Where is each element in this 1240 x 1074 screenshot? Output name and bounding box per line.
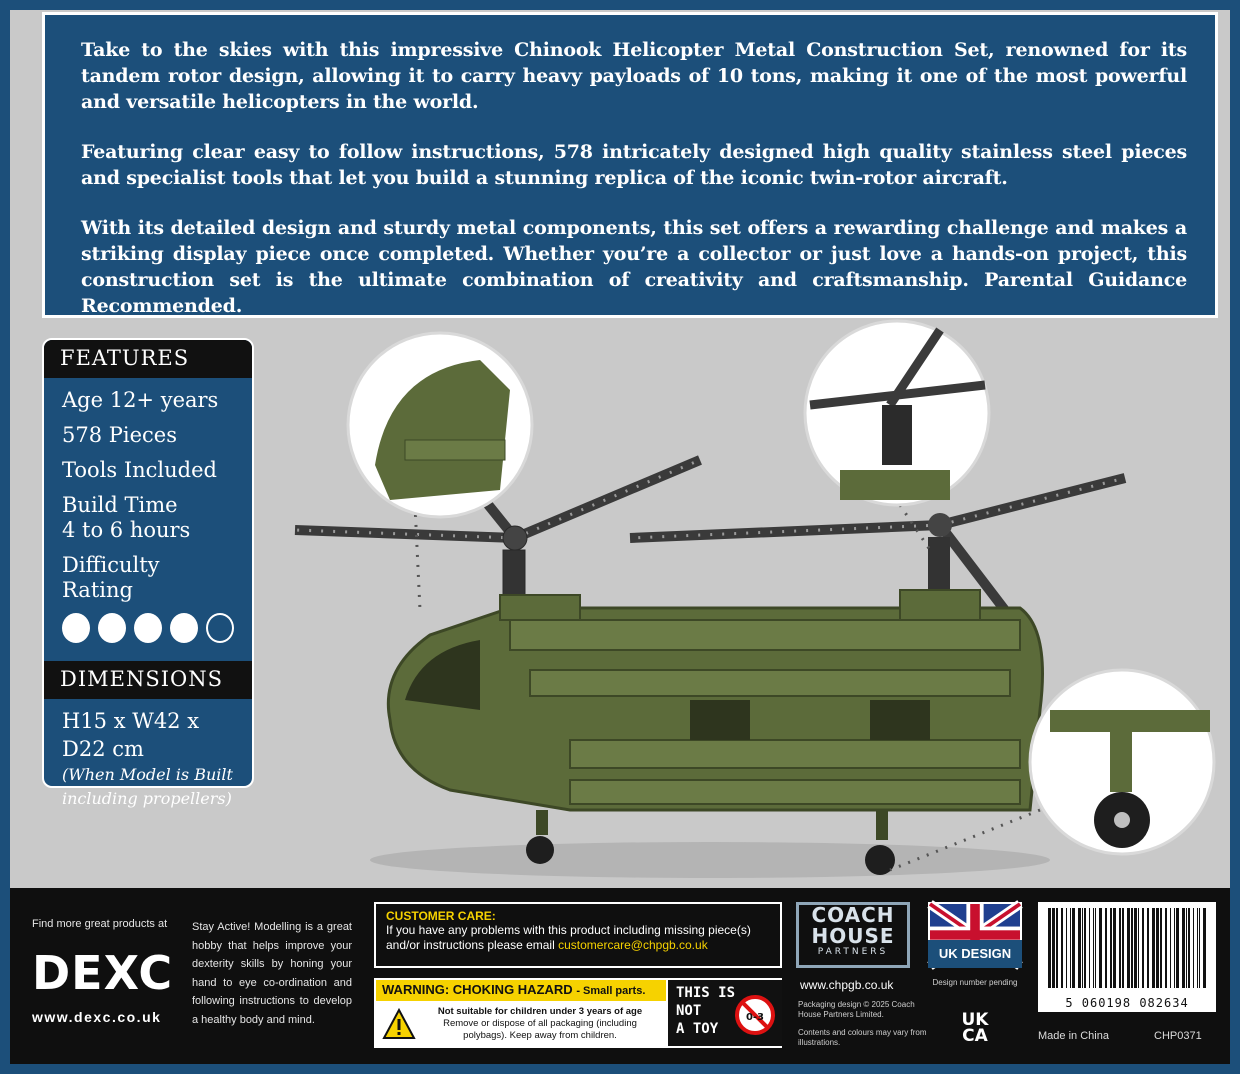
barcode-bar — [1119, 908, 1121, 988]
barcode-bar — [1089, 908, 1090, 988]
barcode-bar — [1072, 908, 1075, 988]
choking-warning — [374, 978, 782, 1048]
ukca-mark — [956, 1012, 994, 1044]
barcode-bar — [1084, 908, 1086, 988]
barcode-bar — [1078, 908, 1081, 988]
dimensions-title: DIMENSIONS — [44, 661, 252, 699]
barcode-bar — [1048, 908, 1051, 988]
customer-care-box — [374, 902, 782, 968]
barcode-bar — [1170, 908, 1171, 988]
warning-label: WARNING: — [382, 982, 450, 997]
barcode-bar — [1093, 908, 1094, 988]
barcode-bar — [1134, 908, 1137, 988]
warning-triangle-icon — [382, 1008, 416, 1040]
made-in: Made in China — [1038, 1030, 1109, 1042]
barcode-bar — [1082, 908, 1083, 988]
difficulty-dot — [98, 613, 126, 643]
product-code: CHP0371 — [1154, 1030, 1202, 1042]
toy-line-2: NOT — [676, 1003, 702, 1019]
barcode-bars-icon — [1038, 902, 1216, 994]
intro-paragraph-1: Take to the skies with this impressive Chinook Helicopter Metal Construction Set, renowned for its tandem rotor design, allowing it to carry heavy payloads of 10 tons, making it one of the most powerful and versatile helicopters in the world. — [81, 39, 1187, 113]
difficulty-dot — [206, 613, 234, 643]
difficulty-dot — [62, 613, 90, 643]
care-title: CUSTOMER CARE: — [386, 909, 496, 923]
fuselage — [388, 590, 1042, 810]
features-title: FEATURES — [44, 340, 252, 378]
barcode-bar — [1138, 908, 1139, 988]
barcode-number: 5 060198 082634 — [1065, 996, 1189, 1010]
barcode-bar — [1105, 908, 1107, 988]
barcode-bar — [1188, 908, 1190, 988]
not-for-under-3-icon — [734, 994, 776, 1036]
barcode-bar — [1113, 908, 1116, 988]
dimensions-note-1: (When Model is Built — [62, 765, 233, 784]
ukca-line-1: UK — [961, 1010, 989, 1030]
find-more-text: Find more great products at — [32, 918, 168, 930]
coach-line-3: PARTNERS — [817, 947, 889, 957]
hobby-blurb: Stay Active! Modelling is a great hobby that helps improve your dexterity skills by honing your hand to eye co-ordination and following instructions to develop a healthy body and mind. — [192, 921, 352, 1026]
barcode-bar — [1193, 908, 1194, 988]
barcode-bar — [1066, 908, 1067, 988]
coach-line-2: HOUSE — [811, 924, 895, 948]
feature-pieces: 578 Pieces — [62, 423, 177, 447]
difficulty-dot — [134, 613, 162, 643]
barcode-bar — [1095, 908, 1096, 988]
dexc-website: www.dexc.co.uk — [32, 1009, 162, 1025]
feature-age: Age 12+ years — [62, 388, 219, 412]
not-a-toy-box — [668, 980, 782, 1046]
dimensions-value: H15 x W42 x D22 cm — [62, 709, 200, 761]
detail-circle-cockpit — [348, 333, 532, 517]
barcode-bar — [1056, 908, 1058, 988]
toy-sign-label: 0-3 — [745, 1012, 765, 1023]
barcode-bar — [1131, 908, 1133, 988]
difficulty-rating — [62, 613, 234, 643]
barcode-bar — [1152, 908, 1155, 988]
barcode-bar — [1174, 908, 1175, 988]
barcode — [1038, 902, 1216, 1012]
coach-line-1: COACH — [811, 903, 895, 927]
packaging-copyright: Packaging design © 2025 Coach House Partners Limited. — [798, 1000, 915, 1019]
coach-house-logo — [796, 902, 910, 968]
dexc-logo: DEXC — [32, 946, 174, 1000]
barcode-bar — [1176, 908, 1179, 988]
barcode-bar — [1122, 908, 1124, 988]
footer-bar — [10, 888, 1230, 1064]
barcode-bar — [1203, 908, 1206, 988]
barcode-bar — [1052, 908, 1055, 988]
toy-line-1: THIS IS — [676, 985, 736, 1001]
floor-shadow — [370, 842, 1050, 878]
barcode-bar — [1127, 908, 1130, 988]
barcode-bar — [1182, 908, 1185, 988]
feature-difficulty-label: Difficulty Rating — [62, 553, 160, 602]
barcode-bar — [1061, 908, 1063, 988]
barcode-bar — [1156, 908, 1159, 988]
difficulty-dot — [170, 613, 198, 643]
barcode-bar — [1147, 908, 1149, 988]
warning-line-2: Remove or dispose of all packaging (including polybags). Keep away from children. — [443, 1018, 637, 1041]
barcode-bar — [1142, 908, 1144, 988]
feature-build-value: 4 to 6 hours — [62, 518, 191, 542]
barcode-bar — [1165, 908, 1167, 988]
detail-circle-wheel — [1030, 670, 1214, 854]
intro-paragraph-3: With its detailed design and sturdy metal components, this set offers a rewarding challenge and makes a striking display piece once completed. Whether you’re a collector or just love a hands-on project, this construction set is the ultimate combination of creativity and craftsmanship. Parental Guidance Recommended. — [81, 217, 1187, 317]
features-panel — [42, 338, 254, 808]
barcode-bar — [1070, 908, 1071, 988]
care-body: If you have any problems with this product including missing piece(s) and/or instructions please email — [386, 923, 751, 952]
ukca-line-2: CA — [962, 1026, 988, 1046]
intro-paragraph-2: Featuring clear easy to follow instructions, 578 intricately designed high quality stainless steel pieces and specialist tools that let you build a stunning replica of the iconic twin-rotor aircraft. — [81, 141, 1187, 189]
barcode-bar — [1197, 908, 1198, 988]
barcode-bar — [1160, 908, 1162, 988]
feature-tools: Tools Included — [62, 458, 217, 482]
chp-website: www.chpgb.co.uk — [800, 978, 894, 992]
barcode-bar — [1199, 908, 1200, 988]
warning-line-1: Not suitable for children under 3 years of age — [437, 1006, 643, 1017]
feature-build-label: Build Time — [62, 493, 178, 517]
warning-hazard: CHOKING HAZARD — [452, 982, 573, 997]
care-email: customercare@chpgb.co.uk — [558, 938, 708, 952]
dimensions-note-2: including propellers) — [62, 789, 232, 808]
detail-circle-rotor-hub — [805, 321, 989, 505]
warning-small: - Small parts. — [576, 985, 646, 997]
barcode-bar — [1110, 908, 1112, 988]
barcode-bar — [1099, 908, 1102, 988]
barcode-bar — [1186, 908, 1187, 988]
contents-disclaimer: Contents and colours may vary from illustrations. — [798, 1028, 927, 1047]
toy-line-3: A TOY — [676, 1021, 719, 1037]
design-number: Design number pending — [932, 978, 1018, 987]
uk-design-label: UK DESIGN — [928, 940, 1022, 968]
